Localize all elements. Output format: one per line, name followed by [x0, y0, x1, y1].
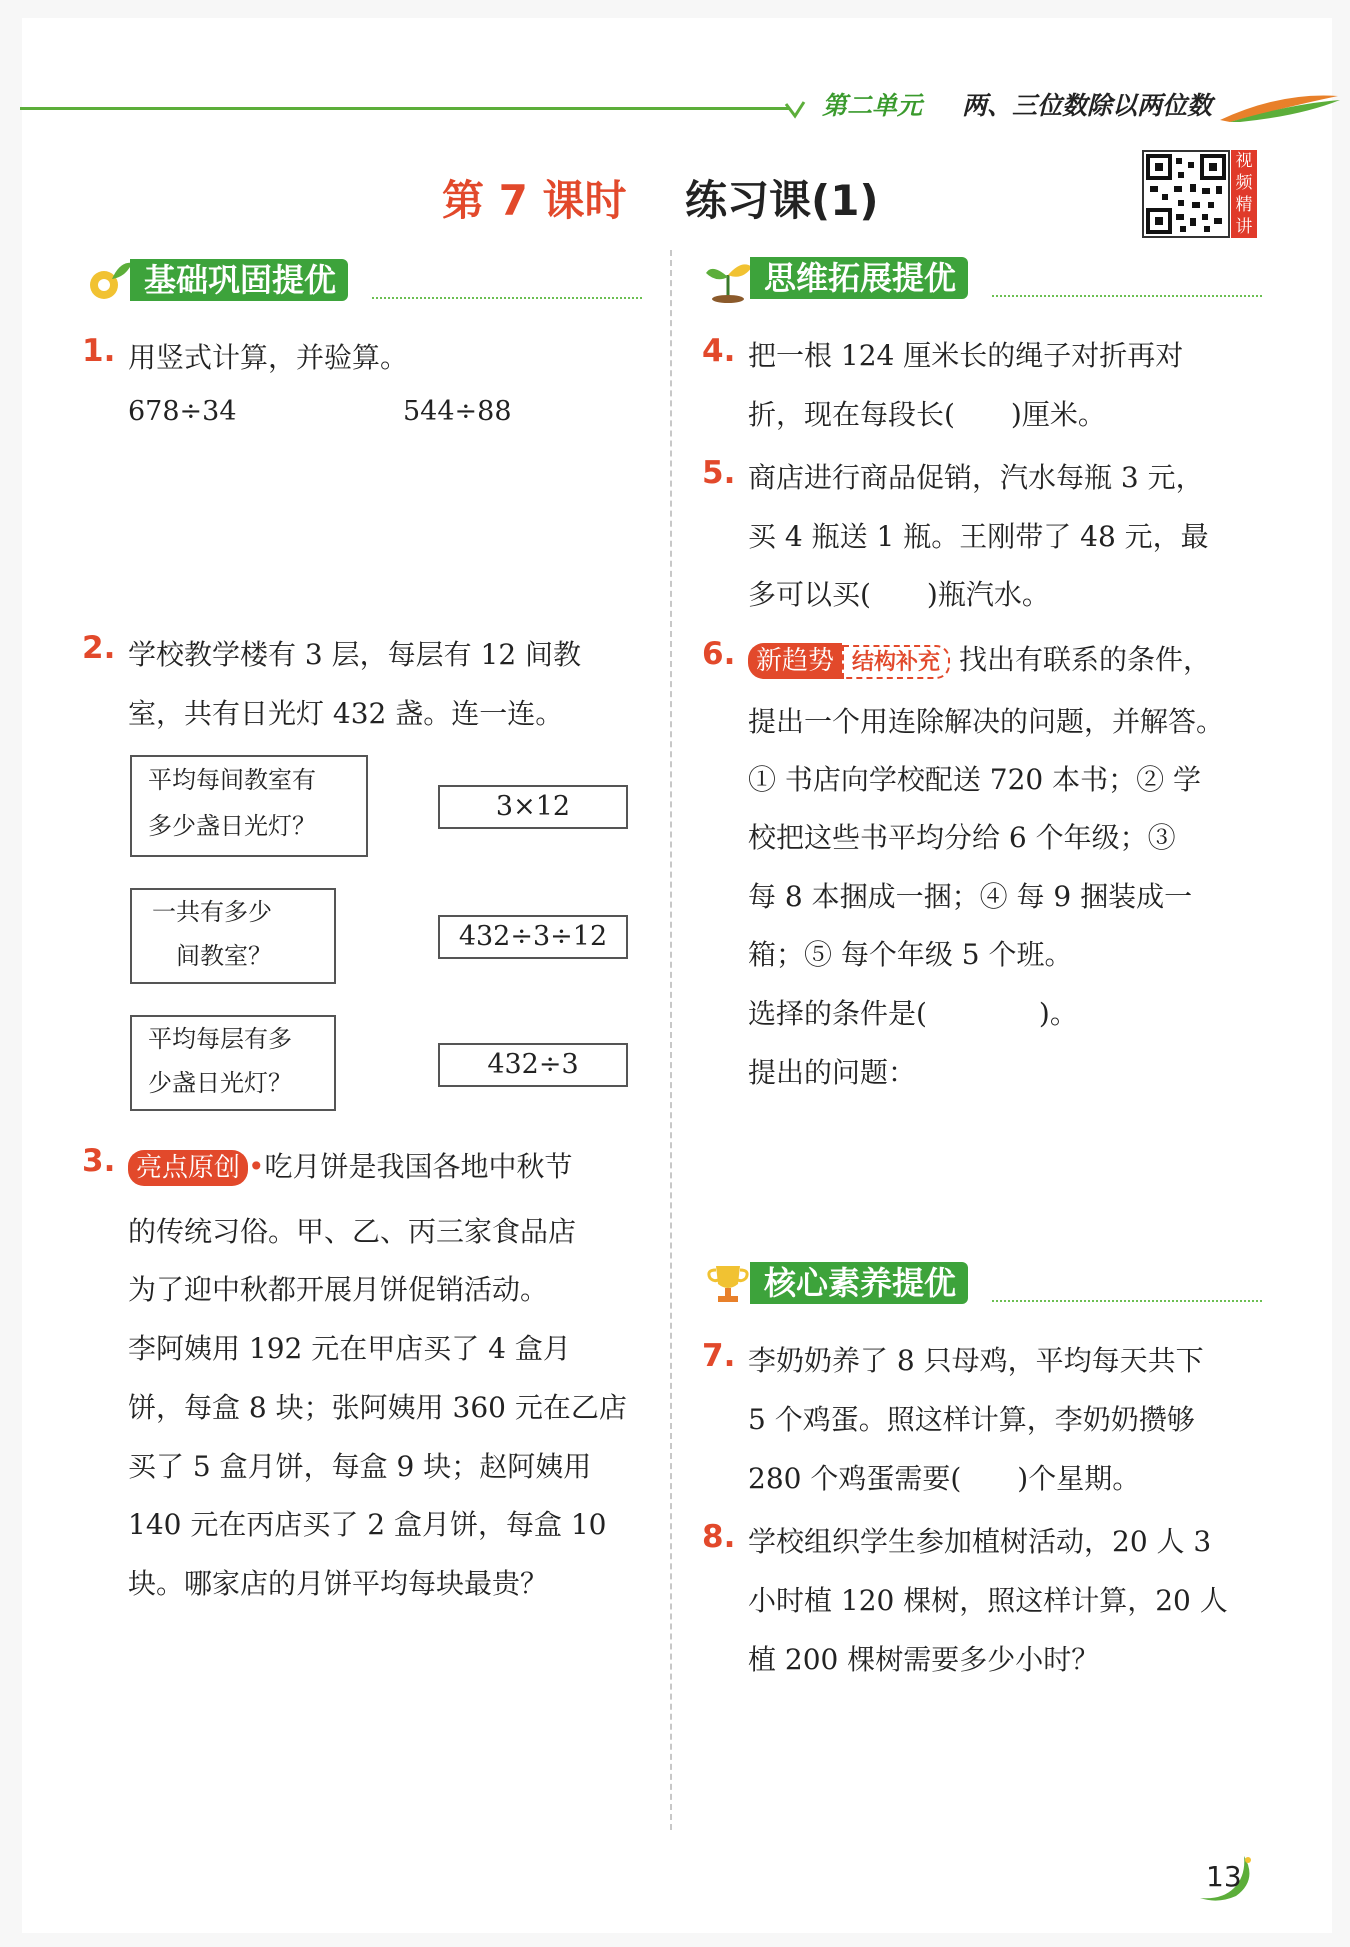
q3-text: 李阿姨用 192 元在甲店买了 4 盒月 [128, 1332, 571, 1365]
q1-text: 用竖式计算，并验算。 [128, 341, 409, 374]
video-tag: 视频精讲 [1231, 150, 1257, 238]
q7-text: 李奶奶养了 8 只母鸡，平均每天共下 [748, 1344, 1204, 1377]
section-core [702, 1258, 1262, 1306]
q5-text: 多可以买( )瓶汽水。 [748, 578, 1050, 611]
q2-line: 室，共有日光灯 432 盏。连一连。 [128, 697, 564, 730]
match-expression-box[interactable]: 432÷3÷12 [438, 915, 628, 959]
q6-first-line [748, 638, 1211, 679]
question-number: 3. [82, 1143, 116, 1179]
trophy-icon [702, 1258, 754, 1310]
original-tag: 亮点原创 [128, 1150, 248, 1186]
question-number: 5. [702, 455, 736, 491]
section-basic [82, 255, 642, 303]
lesson-title: 练习课(1) [685, 176, 879, 225]
match-expression-box[interactable]: 3×12 [438, 785, 628, 829]
match-question-box[interactable] [130, 1015, 336, 1111]
q3-first-line: 亮点原创 •吃月饼是我国各地中秋节 [128, 1145, 573, 1186]
match-question-text: 平均每层有多 [148, 1025, 292, 1053]
question-number: 2. [82, 630, 116, 666]
match-expression-box[interactable]: 432÷3 [438, 1043, 628, 1087]
match-question-box[interactable] [130, 755, 368, 857]
header-rule [20, 107, 790, 110]
q6-text: ① 书店向学校配送 720 本书；② 学 [748, 763, 1202, 796]
question-number: 6. [702, 636, 736, 672]
section-core-title: 核心素养提优 [750, 1262, 968, 1304]
question-number: 7. [702, 1338, 736, 1374]
question-number: 8. [702, 1519, 736, 1555]
unit-label: 第二单元 [822, 91, 923, 120]
question-number: 1. [82, 333, 116, 369]
match-question-box[interactable] [130, 888, 336, 984]
seedling-icon [702, 253, 754, 305]
q8-text: 学校组织学生参加植树活动，20 人 3 [748, 1525, 1212, 1558]
section-rule [992, 295, 1262, 297]
header-swoosh-icon [1220, 92, 1340, 122]
q6-text: 提出的问题： [748, 1056, 917, 1089]
q6-text: 每 8 本捆成一捆；④ 每 9 捆装成一 [748, 880, 1193, 913]
question-number: 4. [702, 333, 736, 369]
q6-text: 提出一个用连除解决的问题，并解答。 [748, 705, 1225, 738]
page-number: 13 [1206, 1860, 1242, 1893]
q3-text: 吃月饼是我国各地中秋节 [264, 1150, 573, 1183]
q2-line: 学校教学楼有 3 层，每层有 12 间教 [128, 638, 582, 671]
q8-text: 植 200 棵树需要多少小时？ [748, 1643, 1100, 1676]
q6-text: 找出有联系的条件， [958, 643, 1211, 676]
match-question-text: 多少盏日光灯？ [148, 812, 316, 840]
match-question-text: 一共有多少 [152, 898, 272, 926]
q1-expression-2: 544÷88 [403, 396, 512, 427]
column-divider [670, 250, 672, 1830]
q6-answer-blank[interactable]: 选择的条件是( )。 [748, 997, 1078, 1030]
q8-text: 小时植 120 棵树，照这样计算，20 人 [748, 1584, 1228, 1617]
section-thinking [702, 253, 1262, 301]
q4-text: 把一根 124 厘米长的绳子对折再对 [748, 339, 1184, 372]
q5-text: 商店进行商品促销，汽水每瓶 3 元， [748, 461, 1204, 494]
structure-tag: 结构补充 [842, 645, 950, 679]
q3-text: 的传统习俗。甲、乙、丙三家食品店 [128, 1215, 577, 1248]
q3-text: 为了迎中秋都开展月饼促销活动。 [128, 1273, 549, 1306]
match-question-text: 少盏日光灯？ [148, 1069, 292, 1097]
q7-text: 280 个鸡蛋需要( )个星期。 [748, 1462, 1141, 1495]
leaf-icon [784, 98, 806, 120]
lesson-number: 第 7 课时 [442, 176, 627, 225]
section-rule [992, 1300, 1262, 1302]
q3-text: 140 元在丙店买了 2 盒月饼，每盒 10 [128, 1508, 607, 1541]
match-question-text: 间教室？ [176, 942, 272, 970]
qr-code-icon[interactable] [1142, 150, 1230, 238]
section-basic-title: 基础巩固提优 [130, 259, 348, 301]
q6-text: 箱；⑤ 每个年级 5 个班。 [748, 938, 1073, 971]
unit-topic: 两、三位数除以两位数 [962, 91, 1213, 120]
q7-text: 5 个鸡蛋。照这样计算，李奶奶攒够 [748, 1403, 1195, 1436]
gear-sprout-icon [82, 255, 134, 307]
match-question-text: 平均每间教室有 [148, 766, 316, 794]
section-thinking-title: 思维拓展提优 [750, 257, 968, 299]
q6-text: 校把这些书平均分给 6 个年级；③ [748, 821, 1176, 854]
q3-text: 饼，每盒 8 块；张阿姨用 360 元在乙店 [128, 1391, 627, 1424]
q3-text: 块。哪家店的月饼平均每块最贵？ [128, 1567, 549, 1600]
q1-expression-1: 678÷34 [128, 396, 237, 427]
section-rule [372, 297, 642, 299]
q4-text: 折，现在每段长( )厘米。 [748, 398, 1106, 431]
q5-text: 买 4 瓶送 1 瓶。王刚带了 48 元，最 [748, 520, 1209, 553]
trend-tag: 新趋势 [748, 643, 842, 679]
q3-text: 买了 5 盒月饼，每盒 9 块；赵阿姨用 [128, 1450, 592, 1483]
